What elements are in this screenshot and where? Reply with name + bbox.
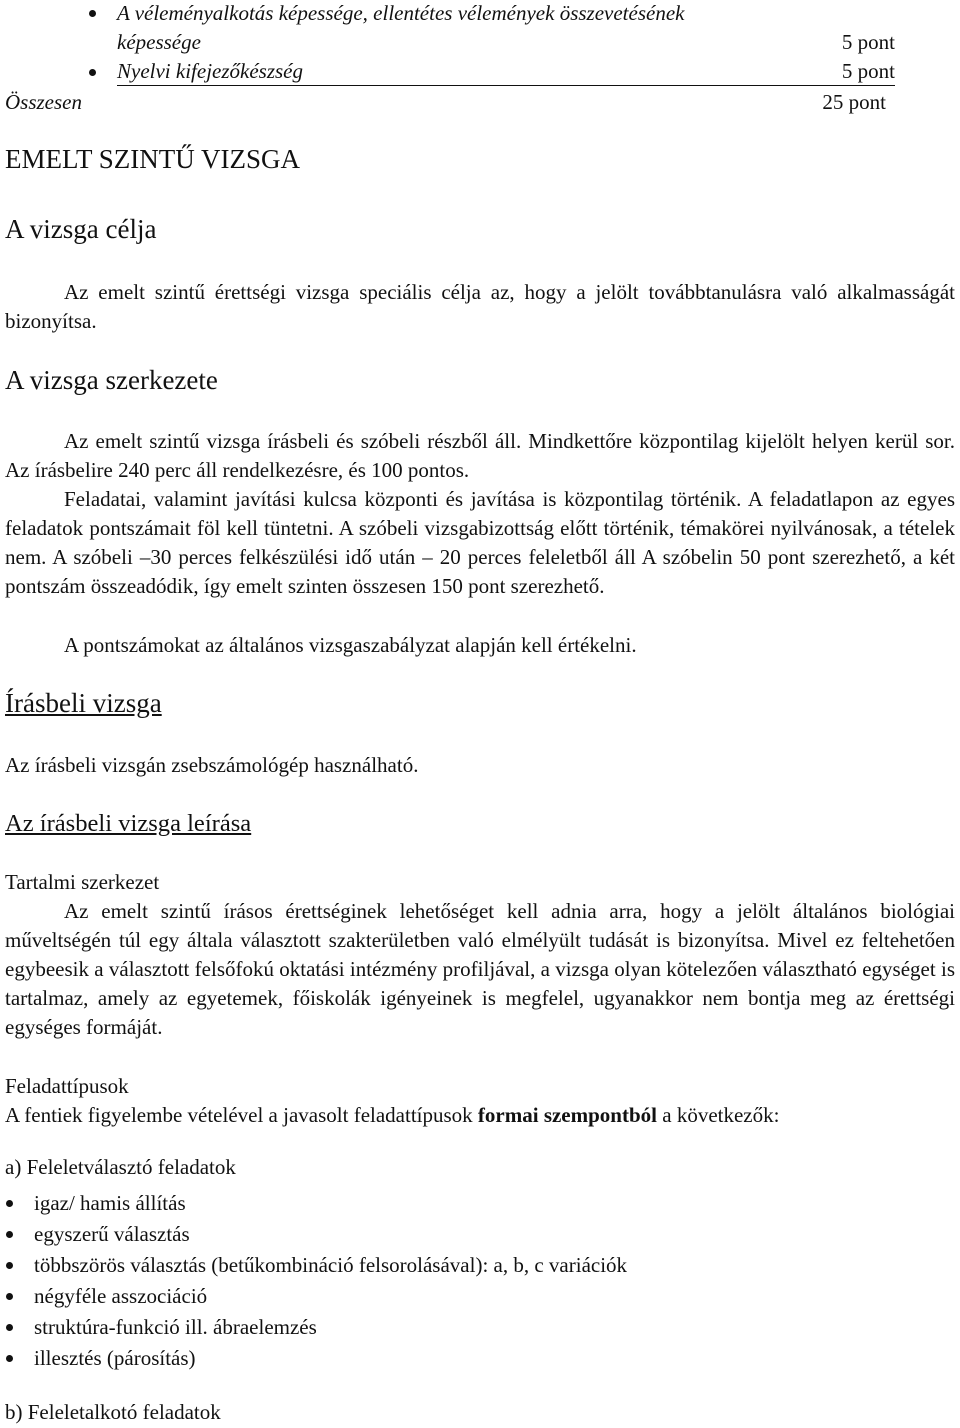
bullet-icon	[89, 10, 96, 17]
task-types-intro-emphasis: formai szempontból	[477, 1103, 657, 1127]
score-item-language	[5, 58, 895, 86]
task-types-intro-start: A fentiek figyelembe vételével a javasolt feladattípusok	[5, 1103, 478, 1127]
list-item-text: igaz/ hamis állítás	[34, 1191, 186, 1215]
task-types-intro-end: a következők:	[657, 1103, 780, 1127]
score-item-label: A véleményalkotás képessége, ellentétes vélemények összevetésének	[117, 1, 685, 25]
task-types-intro	[5, 1101, 955, 1130]
content-structure-heading: Tartalmi szerkezet	[5, 870, 160, 894]
list-item-text: egyszerű választás	[34, 1222, 190, 1246]
bullet-icon	[89, 69, 96, 76]
bullet-icon	[6, 1231, 13, 1238]
list-item-text: négyféle asszociáció	[34, 1284, 208, 1308]
task-types-heading: Feladattípusok	[5, 1074, 129, 1098]
goal-heading: A vizsga célja	[5, 214, 157, 244]
list-item	[5, 1312, 905, 1343]
score-total	[5, 88, 886, 117]
goal-text: Az emelt szintű érettségi vizsga speciális célja az, hogy a jelölt továbbtanulásra való alkalmasságát bizonyítsa.	[5, 280, 955, 333]
list-item	[5, 1343, 905, 1374]
score-total-label: Összesen	[5, 90, 82, 114]
structure-heading: A vizsga szerkezete	[5, 365, 218, 395]
structure-text-1: Az emelt szintű vizsga írásbeli és szóbeli részből áll. Mindkettőre központilag kijelölt helyen kerül sor. Az írásbelire 240 perc áll rendelkezésre, és 100 pontos.	[5, 429, 955, 482]
list-item-text: struktúra-funkció ill. ábraelemzés	[34, 1315, 317, 1339]
written-description-heading: Az írásbeli vizsga leírása	[5, 810, 252, 837]
list-item	[5, 1281, 905, 1312]
written-exam-heading: Írásbeli vizsga	[5, 688, 162, 718]
group-a-list	[5, 1188, 905, 1374]
bullet-icon	[6, 1293, 13, 1300]
exam-title: EMELT SZINTŰ VIZSGA	[5, 144, 301, 174]
bullet-icon	[6, 1324, 13, 1331]
list-item-text: többszörös választás (betűkombináció felsorolásával): a, b, c variációk	[34, 1253, 628, 1277]
list-item	[5, 1219, 905, 1250]
score-total-points: 25 pont	[822, 90, 886, 114]
score-points: 5 pont	[841, 59, 895, 83]
content-structure-text: Az emelt szintű írásos érettséginek lehetőséget kell adnia arra, hogy a jelölt általános biológiai műveltségén túl egy általa választott szakterületben való elmélyült tudását is bizonyítsa. Mivel ez feltehetően egybeesik a választott felsőfokú oktatási intézmény profiljával, a vizsga olyan kötelezően választható egységet is tartalmaz, amely az egyetemek, főiskolák igényeinek is megfelel, ugyanakkor nem bontja meg az érettségi egységes formáját.	[5, 899, 955, 1039]
group-b-heading: b) Feleletalkotó feladatok	[5, 1400, 221, 1424]
structure-text-3: A pontszámokat az általános vizsgaszabályzat alapján kell értékelni.	[64, 633, 637, 657]
score-item-label: Nyelvi kifejezőkészség	[117, 59, 304, 83]
group-a-heading: a) Feleletválasztó feladatok	[5, 1155, 236, 1179]
score-points: 5 pont	[841, 30, 895, 54]
list-item	[5, 1250, 905, 1281]
bullet-icon	[6, 1200, 13, 1207]
score-list	[5, 0, 895, 86]
structure-text-2: Feladatai, valamint javítási kulcsa központi és javítása is központilag történik. A feladatlapon az egyes feladatok pontszámait föl kell tüntetni. A szóbeli vizsgabizottság előtt történik, témakörei nyilvánosak, a tételek nem. A szóbeli –30 perces felkészülési idő után – 20 perces feleletből áll A szóbelin 50 pont szerezhető, a két pontszám összeadódik, így emelt szinten összesen 150 pont szerezhető.	[5, 487, 955, 598]
list-item	[5, 1188, 905, 1219]
bullet-icon	[6, 1355, 13, 1362]
list-item-text: illesztés (párosítás)	[34, 1346, 196, 1370]
score-item-opinion	[5, 0, 895, 57]
bullet-icon	[6, 1262, 13, 1269]
calculator-note: Az írásbeli vizsgán zsebszámológép használható.	[5, 753, 419, 777]
score-item-label-cont: képessége	[117, 30, 201, 54]
